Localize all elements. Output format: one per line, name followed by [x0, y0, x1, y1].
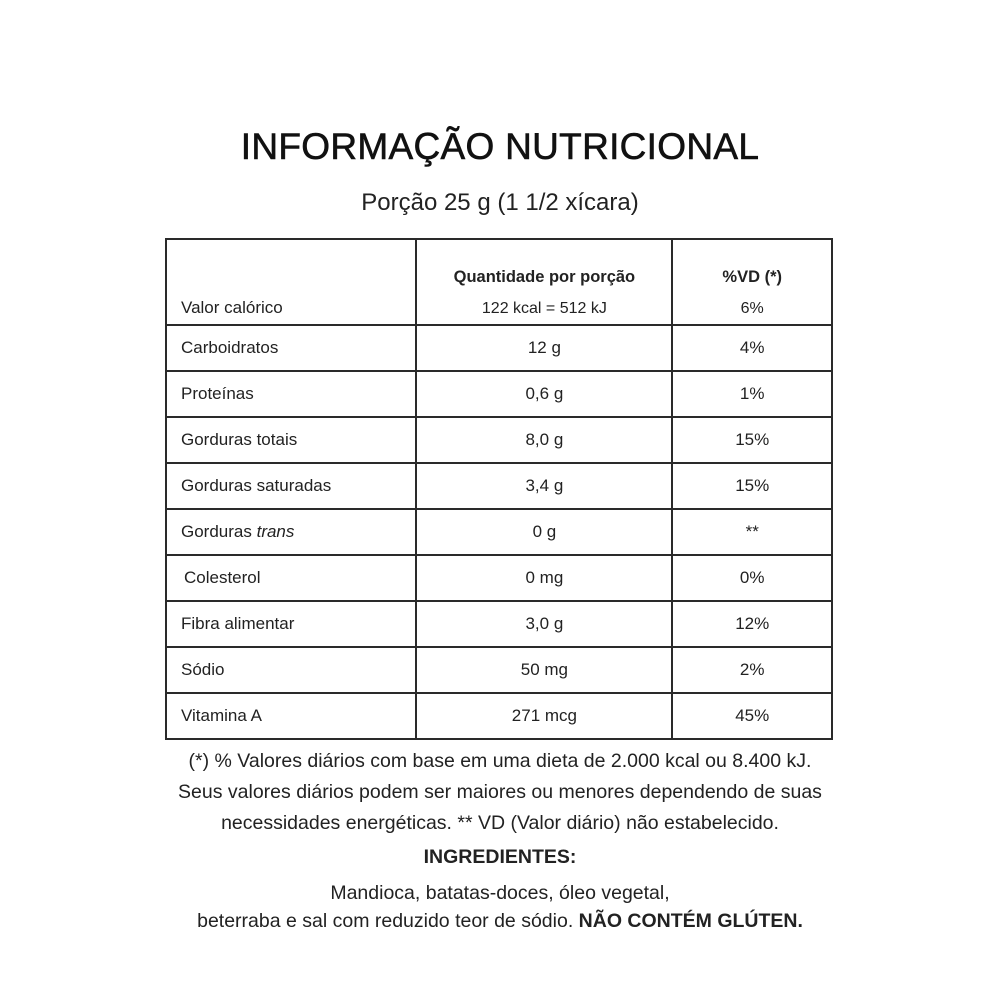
table-row	[166, 325, 832, 371]
ingredients-line: beterraba e sal com reduzido teor de sódio. NÃO CONTÉM GLÚTEN.	[197, 910, 803, 932]
footnote-line: necessidades energéticas. ** VD (Valor diário) não estabelecido.	[221, 812, 779, 834]
energy-amount: 122 kcal = 512 kJ	[481, 300, 607, 317]
dv-column-header: %VD (*)	[722, 268, 782, 286]
page-title: INFORMAÇÃO NUTRICIONAL	[240, 126, 760, 167]
table-row	[166, 601, 832, 647]
amount-header-cell	[416, 239, 672, 325]
nutrient-label: Gorduras totais	[166, 417, 416, 463]
nutrient-dv: 12%	[672, 601, 832, 647]
nutrient-label: Carboidratos	[166, 325, 416, 371]
daily-values-footnote	[0, 746, 1000, 839]
table-row	[166, 463, 832, 509]
trans-italic-label: trans	[256, 522, 295, 541]
nutrient-amount: 3,0 g	[416, 601, 672, 647]
gluten-free-warning: NÃO CONTÉM GLÚTEN.	[578, 910, 803, 932]
nutrient-amount: 50 mg	[416, 647, 672, 693]
nutrient-dv: 45%	[672, 693, 832, 739]
nutrient-label: Vitamina A	[166, 693, 416, 739]
nutrient-dv: 0%	[672, 555, 832, 601]
nutrient-amount: 271 mcg	[416, 693, 672, 739]
nutrient-dv: 2%	[672, 647, 832, 693]
table-row	[166, 509, 832, 555]
table-row	[166, 693, 832, 739]
nutrient-amount: 0 g	[416, 509, 672, 555]
table-row	[166, 417, 832, 463]
nutrient-amount: 8,0 g	[416, 417, 672, 463]
amount-column-header: Quantidade por porção	[453, 268, 636, 286]
nutrient-dv: 15%	[672, 417, 832, 463]
energy-label: Valor calórico	[181, 298, 283, 317]
nutrient-label: Sódio	[166, 647, 416, 693]
nutrient-dv: 1%	[672, 371, 832, 417]
table-row	[166, 371, 832, 417]
nutrient-amount: 12 g	[416, 325, 672, 371]
nutrient-dv: 4%	[672, 325, 832, 371]
nutrient-dv: **	[672, 509, 832, 555]
ingredients-heading: INGREDIENTES:	[423, 846, 577, 868]
nutrient-amount: 3,4 g	[416, 463, 672, 509]
footnote-line: Seus valores diários podem ser maiores ou menores dependendo de suas	[178, 781, 822, 803]
table-header-row	[166, 239, 832, 325]
dv-header-cell	[672, 239, 832, 325]
serving-size: Porção 25 g (1 1/2 xícara)	[361, 189, 639, 216]
nutrition-table	[165, 238, 833, 740]
nutrient-label: Gorduras saturadas	[166, 463, 416, 509]
energy-label-cell	[166, 239, 416, 325]
table-row	[166, 647, 832, 693]
ingredients-list	[0, 879, 1000, 935]
ingredients-line: Mandioca, batatas-doces, óleo vegetal,	[330, 882, 670, 904]
footnote-line: (*) % Valores diários com base em uma dieta de 2.000 kcal ou 8.400 kJ.	[188, 750, 812, 772]
nutrient-amount: 0 mg	[416, 555, 672, 601]
nutrient-label: Proteínas	[166, 371, 416, 417]
energy-dv: 6%	[740, 300, 764, 317]
nutrient-amount: 0,6 g	[416, 371, 672, 417]
nutrient-label: Colesterol	[166, 555, 416, 601]
table-row	[166, 555, 832, 601]
nutrient-label: Gorduras trans	[166, 509, 416, 555]
nutrient-dv: 15%	[672, 463, 832, 509]
nutrient-label: Fibra alimentar	[166, 601, 416, 647]
